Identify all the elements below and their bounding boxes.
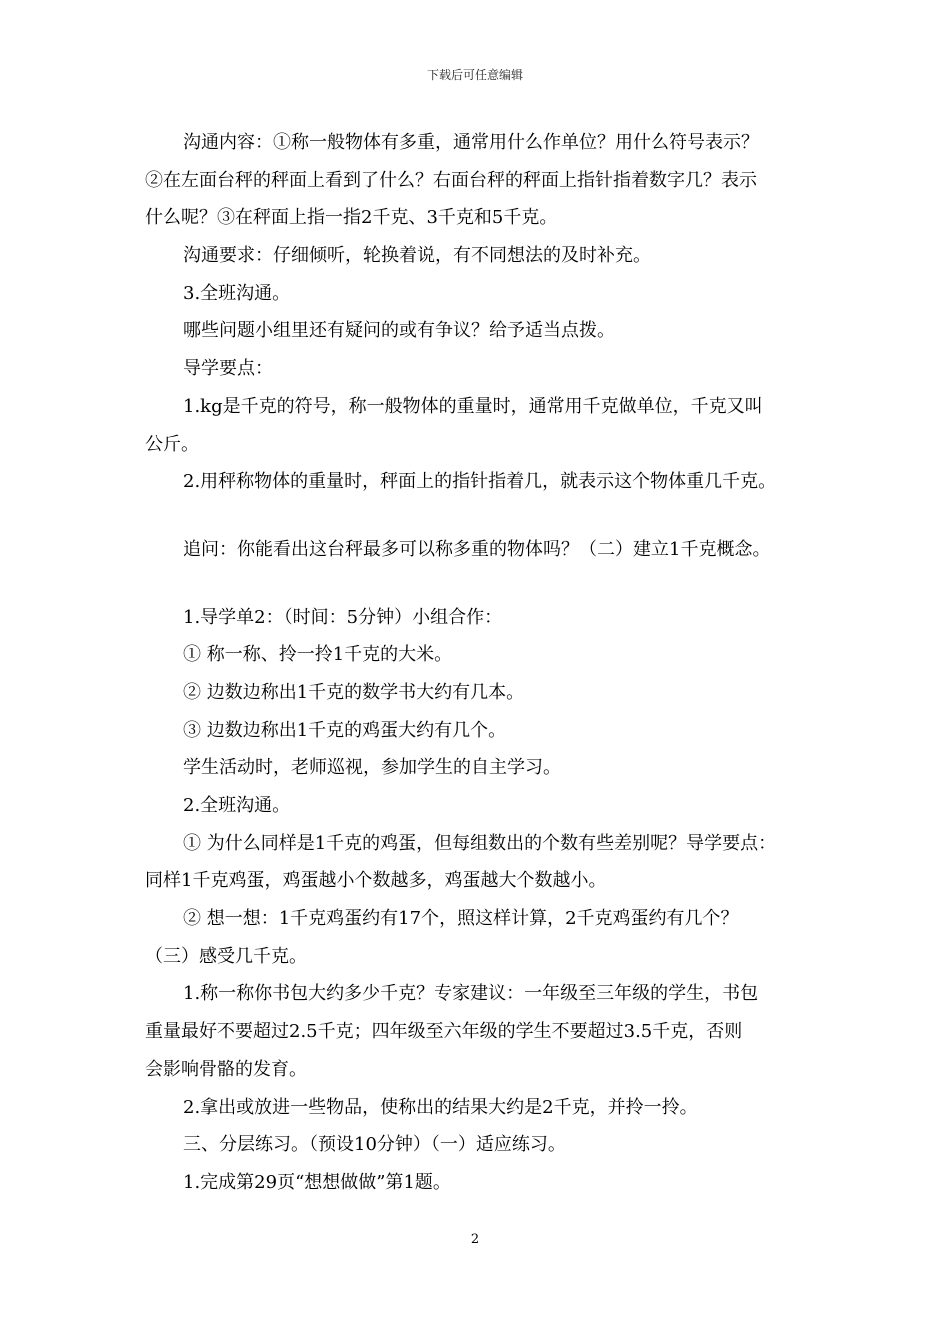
paragraph-line: 追问：你能看出这台秤最多可以称多重的物体吗？（二）建立1千克概念。 — [183, 538, 771, 560]
spacer — [145, 569, 813, 599]
document-body — [145, 124, 813, 1202]
paragraph-line: 学生活动时，老师巡视，参加学生的自主学习。 — [183, 757, 561, 779]
paragraph-line: 1.kg是千克的符号，称一般物体的重量时，通常用千克做单位，千克又叫 — [183, 395, 763, 417]
paragraph-line: 哪些问题小组里还有疑问的或有争议？给予适当点拨。 — [183, 320, 615, 342]
paragraph-line: 会影响骨骼的发育。 — [145, 1058, 307, 1080]
paragraph-line: 什么呢？③在秤面上指一指2千克、3千克和5千克。 — [145, 207, 558, 229]
paragraph-line: 3.全班沟通。 — [183, 282, 291, 304]
paragraph-line: ① 称一称、拎一拎1千克的大米。 — [183, 644, 453, 666]
spacer — [145, 501, 813, 531]
paragraph-line: 2.拿出或放进一些物品，使称出的结果大约是2千克，并拎一拎。 — [183, 1096, 698, 1118]
paragraph-line: 沟通内容：①称一般物体有多重，通常用什么作单位？用什么符号表示？ — [183, 132, 759, 153]
paragraph-line: 1.完成第29页“想想做做”第1题。 — [183, 1171, 451, 1193]
paragraph-line: 沟通要求：仔细倾听，轮换着说，有不同想法的及时补充。 — [183, 245, 651, 267]
paragraph-line: ②在左面台秤的秤面上看到了什么？右面台秤的秤面上指针指着数字几？表示 — [145, 169, 757, 191]
paragraph-line: 三、分层练习。（预设10分钟）（一）适应练习。 — [183, 1134, 566, 1156]
paragraph-line: 同样1千克鸡蛋，鸡蛋越小个数越多，鸡蛋越大个数越小。 — [145, 870, 607, 892]
paragraph-line: ① 为什么同样是1千克的鸡蛋，但每组数出的个数有些差别呢？导学要点： — [183, 832, 777, 854]
paragraph-line: 2.全班沟通。 — [183, 795, 291, 816]
paragraph-line: ② 想一想：1千克鸡蛋约有17个，照这样计算，2千克鸡蛋约有几个？ — [183, 908, 739, 930]
paragraph-line: ③ 边数边称出1千克的鸡蛋大约有几个。 — [183, 719, 507, 741]
paragraph-line: 2.用秤称物体的重量时，秤面上的指针指着几，就表示这个物体重几千克。 — [183, 471, 777, 493]
paragraph-line: （三）感受几千克。 — [145, 945, 307, 967]
page-header: 下载后可任意编辑 — [426, 68, 523, 82]
paragraph-line: ② 边数边称出1千克的数学书大约有几本。 — [183, 681, 525, 703]
paragraph-line: 导学要点： — [183, 358, 273, 380]
paragraph-line: 1.导学单2：（时间：5分钟）小组合作： — [183, 606, 503, 628]
page-number: 2 — [470, 1232, 480, 1247]
paragraph-line: 1.称一称你书包大约多少千克？专家建议：一年级至三年级的学生，书包 — [183, 983, 759, 1005]
paragraph-line: 公斤。 — [145, 433, 199, 455]
paragraph-line: 重量最好不要超过2.5千克；四年级至六年级的学生不要超过3.5千克，否则 — [145, 1021, 743, 1043]
